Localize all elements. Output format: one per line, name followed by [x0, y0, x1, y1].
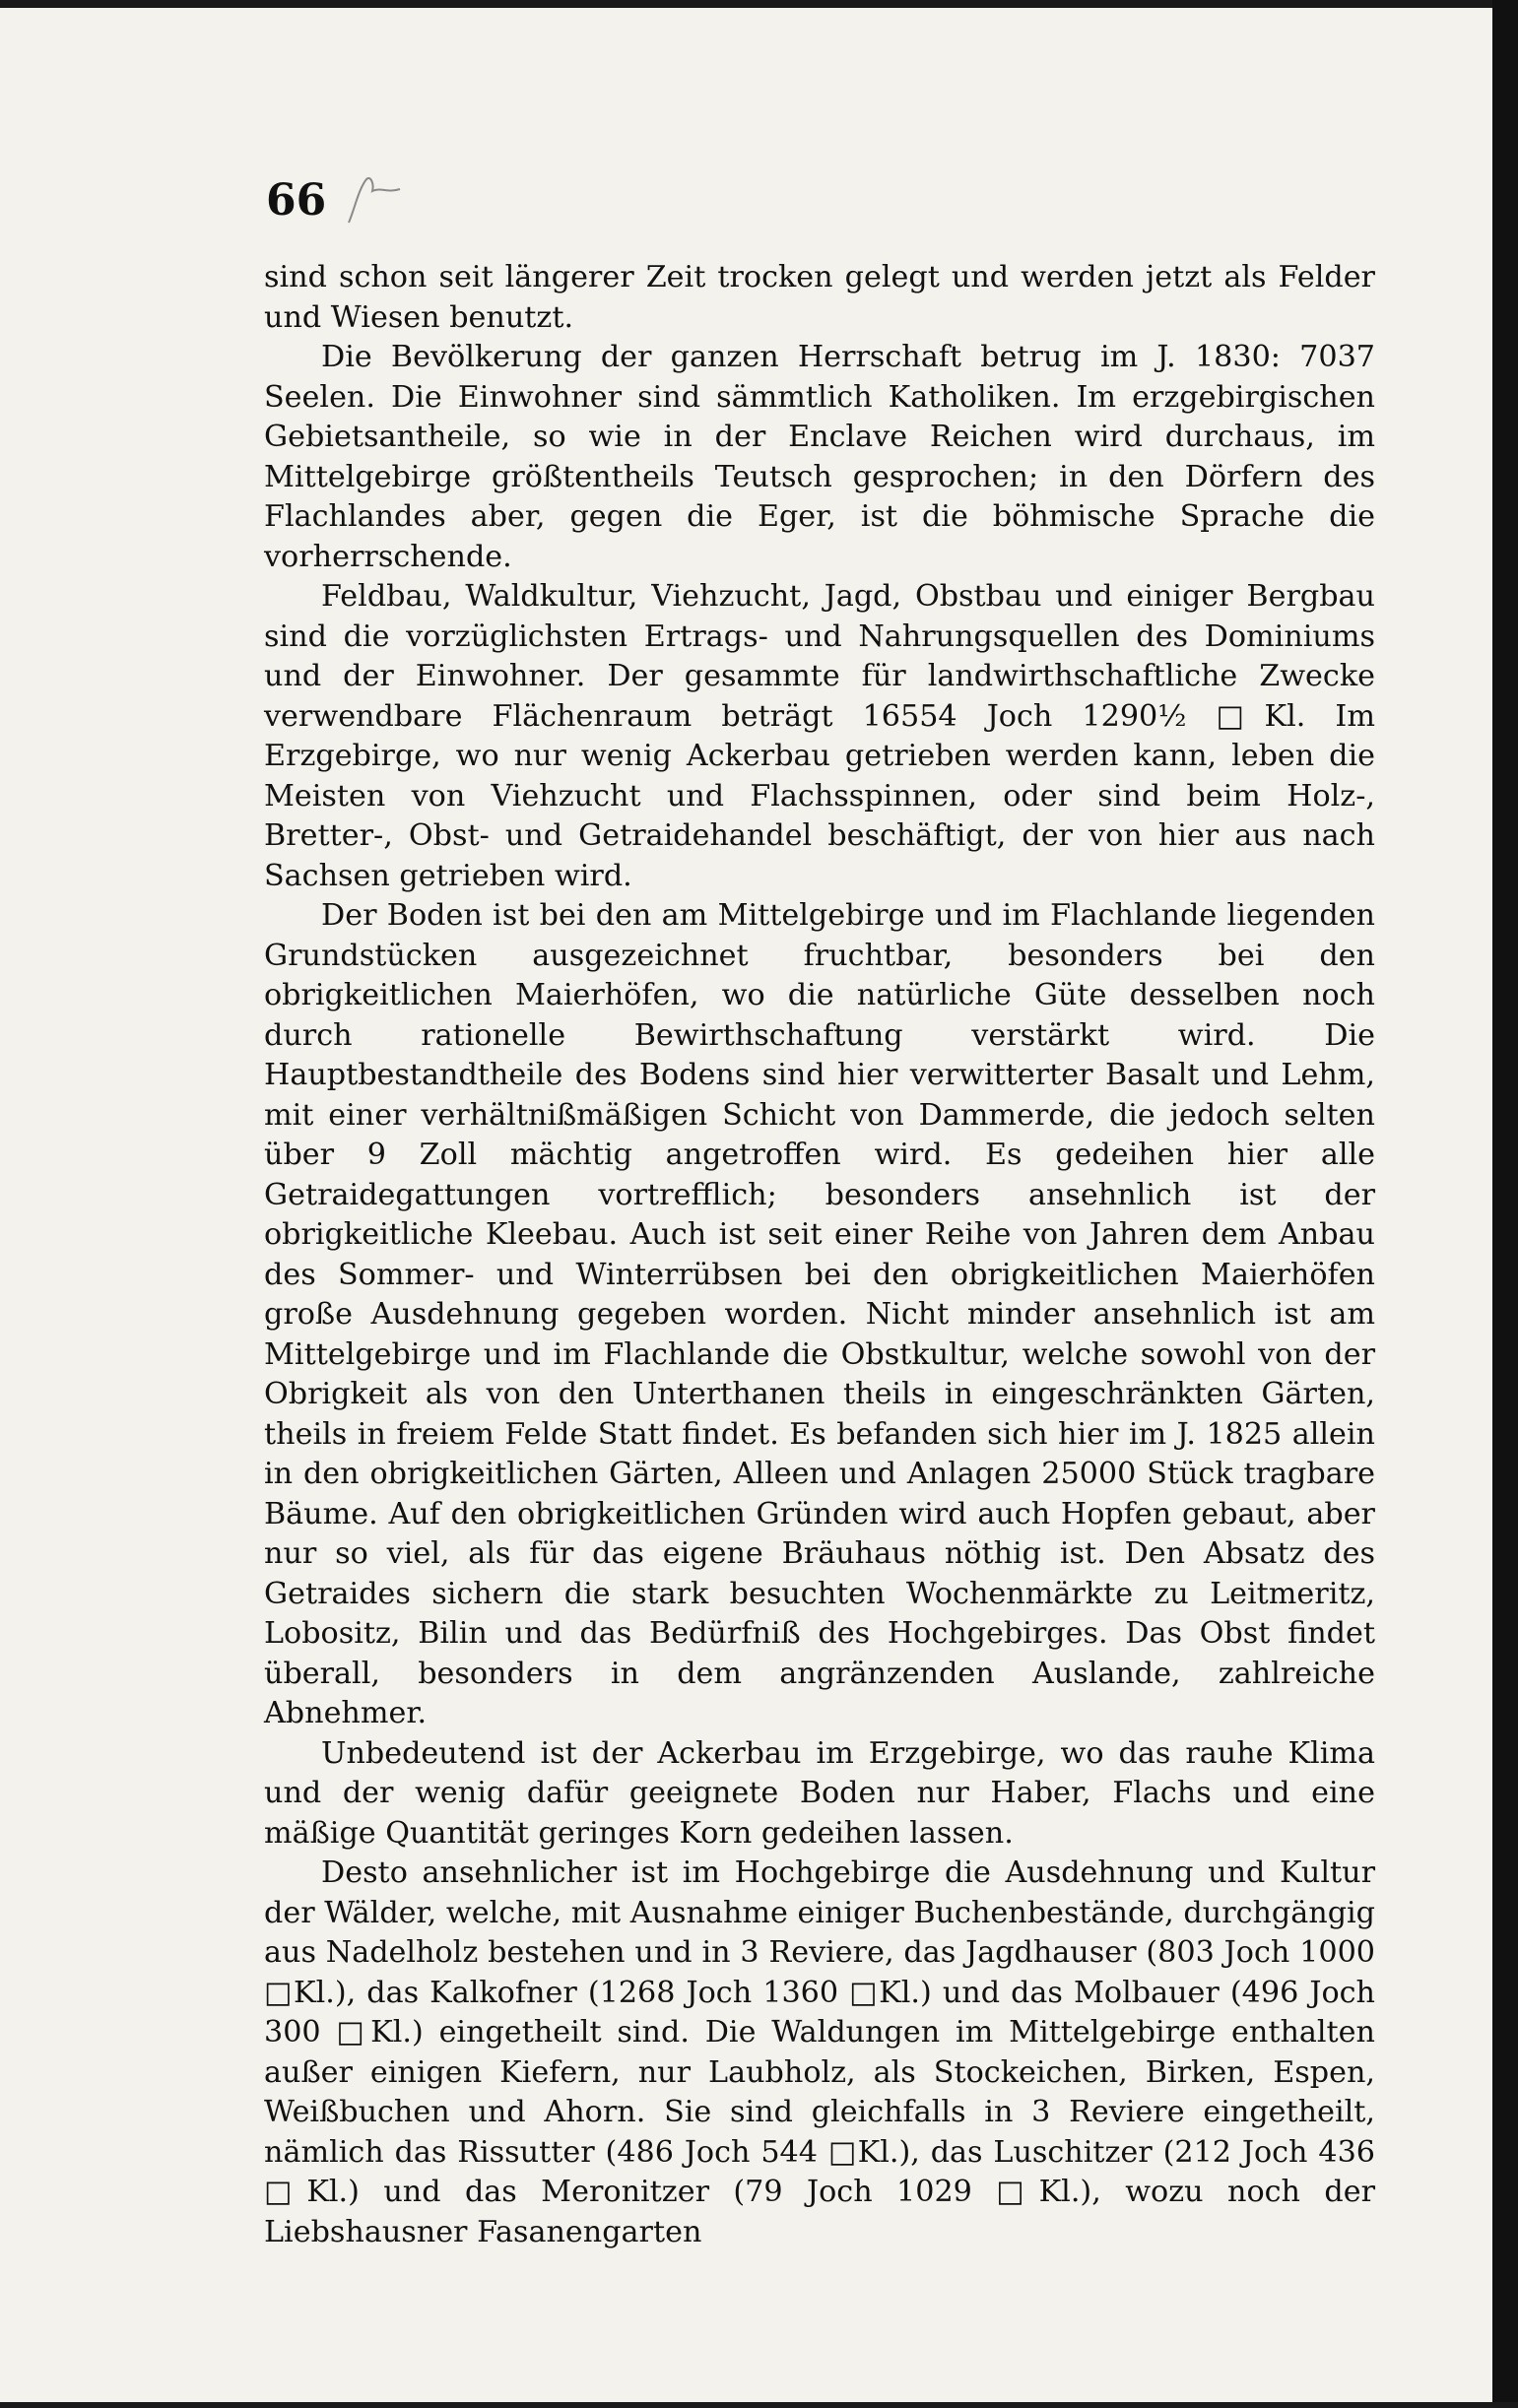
paragraph: Der Boden ist bei den am Mittelgebirge und im Flachlande liegenden Grundstücken ausgezeichnet fruchtbar, besonders bei den obrigkeitlichen Maierhöfen, wo die natürliche Güte desselben noch durch rationelle Bewirthschaftung verstärkt wird. Die Hauptbestandtheile des Bodens sind hier verwitterter Basalt und Lehm, mit einer verhältnißmäßigen Schicht von Dammerde, die jedoch selten über 9 Zoll mächtig angetroffen wird. Es gedeihen hier alle Getraidegattungen vortrefflich; besonders ansehnlich ist der obrigkeitliche Kleebau. Auch ist seit einer Reihe von Jahren dem Anbau des Sommer- und Winterrübsen bei den obrigkeitlichen Maierhöfen große Ausdehnung gegeben worden. Nicht minder ansehnlich ist am Mittelgebirge und im Flachlande die Obstkultur, welche sowohl von der Obrigkeit als von den Unterthanen theils in eingeschränkten Gärten, theils in freiem Felde Statt findet. Es befanden sich hier im J. 1825 allein in den obrigkeitlichen Gärten, Alleen und Anlagen 25000 Stück tragbare Bäume. Auf den obrigkeitlichen Gründen wird auch Hopfen gebaut, aber nur so viel, als für das eigene Bräuhaus nöthig ist. Den Absatz des Getraides sichern die stark besuchten Wochenmärkte zu Leitmeritz, Lobositz, Bilin und das Bedürfniß des Hochgebirges. Das Obst findet überall, besonders in dem angränzenden Auslande, zahlreiche Abnehmer.: [264, 898, 1375, 1730]
scan-bottom-border: [0, 2402, 1518, 2408]
scan-right-border: [1492, 0, 1518, 2408]
paragraph: sind schon seit längerer Zeit trocken gelegt und werden jetzt als Felder und Wiesen benutzt.: [264, 260, 1375, 335]
paragraph: Desto ansehnlicher ist im Hochgebirge die Ausdehnung und Kultur der Wälder, welche, mit Ausnahme einiger Buchenbestände, durchgängig aus Nadelholz bestehen und in 3 Reviere, das Jagdhauser (803 Joch 1000 □Kl.), das Kalkofner (1268 Joch 1360 □Kl.) und das Molbauer (496 Joch 300 □Kl.) eingetheilt sind. Die Waldungen im Mittelgebirge enthalten außer einigen Kiefern, nur Laubholz, als Stockeichen, Birken, Espen, Weißbuchen und Ahorn. Sie sind gleichfalls in 3 Reviere eingetheilt, nämlich das Rissutter (486 Joch 544 □Kl.), das Luschitzer (212 Joch 436 □Kl.) und das Meronitzer (79 Joch 1029 □Kl.), wozu noch der Liebshausner Fasanengarten: [264, 1855, 1375, 2249]
paragraph: Unbedeutend ist der Ackerbau im Erzgebirge, wo das rauhe Klima und der wenig dafür geeignete Boden nur Haber, Flachs und eine mäßige Quantität geringes Korn gedeihen lassen.: [264, 1735, 1375, 1851]
paragraph: Die Bevölkerung der ganzen Herrschaft betrug im J. 1830: 7037 Seelen. Die Einwohner sind sämmtlich Katholiken. Im erzgebirgischen Gebietsantheile, so wie in der Enclave Reichen wird durchaus, im Mittelgebirge größtentheils Teutsch gesprochen; in den Dörfern des Flachlandes aber, gegen die Eger, ist die böhmische Sprache die vorherrschende.: [264, 340, 1375, 574]
pencil-mark-icon: [345, 169, 414, 228]
paragraph: Feldbau, Waldkultur, Viehzucht, Jagd, Obstbau und einiger Bergbau sind die vorzüglichsten Ertrags- und Nahrungsquellen des Dominiums und der Einwohner. Der gesammte für landwirthschaftliche Zwecke verwendbare Flächenraum beträgt 16554 Joch 1290½ □Kl. Im Erzgebirge, wo nur wenig Ackerbau getrieben werden kann, leben die Meisten von Viehzucht und Flachsspinnen, oder sind beim Holz-, Bretter-, Obst- und Getraidehandel beschäftigt, der von hier aus nach Sachsen getrieben wird.: [264, 579, 1375, 893]
body-text: [264, 258, 1375, 2252]
scan-top-border: [0, 0, 1518, 8]
page-number: 66: [266, 175, 327, 226]
